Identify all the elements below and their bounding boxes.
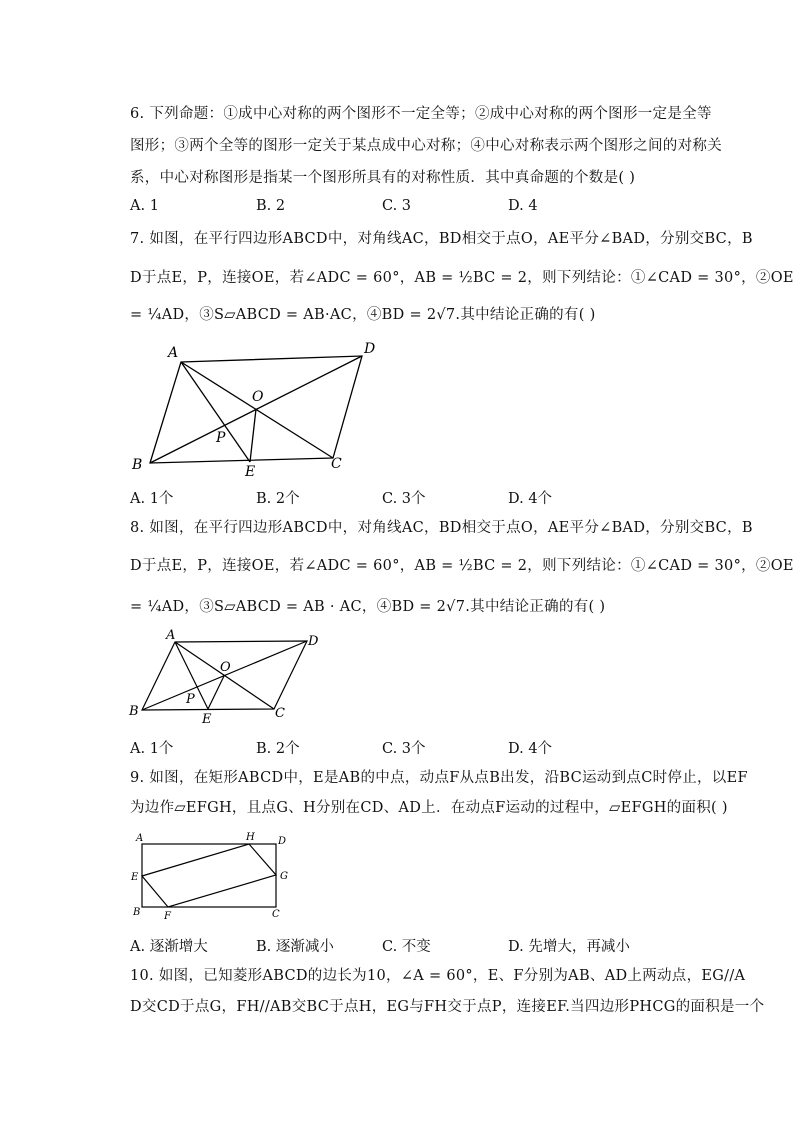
q7-diagonal-ac [181,362,333,458]
q7-label-e: E [245,464,256,478]
q9-option-a: A. 逐渐增大 [130,939,208,955]
q7-line-2: D于点E，P，连接OE，若∠ADC = 60°，AB = ½BC = 2，则下列结论：①∠CAD = 30°，②OE [130,270,794,286]
q9-options [130,935,700,955]
q7-segment-ae [181,362,250,462]
q6-option-b: B. 2 [256,198,286,214]
q7-line-1: 7. 如图，在平行四边形ABCD中，对角线AC，BD相交于点O，AE平分∠BAD，分别交BC，B [130,231,753,247]
q9-label-a: A [136,833,144,844]
q9-label-b: B [133,907,141,918]
q7-line-3: = ¼AD，③S▱ABCD = AB·AC，④BD = 2√7.其中结论正确的有( ) [130,307,596,323]
q7-option-d: D. 4个 [508,491,553,507]
q6-options [130,198,700,218]
q8-line-2: D于点E，P，连接OE，若∠ADC = 60°，AB = ½BC = 2，则下列结论：①∠CAD = 30°，②OE [130,558,794,574]
q9-label-f: F [164,911,171,922]
q9-label-h: H [246,832,255,843]
q8-figure [124,626,334,726]
q7-label-p: P [216,430,226,446]
q8-label-b: B [129,704,139,719]
q9-option-c: C. 不变 [382,939,431,955]
q8-label-e: E [202,712,212,726]
q9-label-c: C [272,909,280,920]
q7-option-a: A. 1个 [130,491,174,507]
q6-line-2: 图形；③两个全等的图形一定关于某点成中心对称；④中心对称表示两个图形之间的对称关 [130,138,722,154]
q6-option-d: D. 4 [508,198,538,214]
q8-diagonal-bd [142,641,307,710]
q9-figure [128,828,298,923]
q8-option-c: C. 3个 [382,741,426,757]
q9-line-1: 9. 如图，在矩形ABCD中，E是AB的中点，动点F从点B出发，沿BC运动到点C时停止，以EF [130,770,748,786]
q6-option-a: A. 1 [130,198,159,214]
q8-line-3: = ¼AD，③S▱ABCD = AB · AC，④BD = 2√7.其中结论正确的有( ) [130,599,606,615]
q9-rectangle [142,844,276,907]
q7-option-b: B. 2个 [256,491,300,507]
q10-line-2: D交CD于点G，FH//AB交BC于点H，EG与FH交于点P，连接EF.当四边形PHCG的面积是一个 [130,999,765,1015]
q8-label-a: A [166,628,176,643]
q9-label-e: E [131,872,139,883]
q6-line-1: 6. 下列命题：①成中心对称的两个图形不一定全等；②成中心对称的两个图形一定是全等 [130,106,712,122]
q8-label-c: C [275,706,285,721]
q9-line-2: 为边作▱EFGH，且点G、H分别在CD、AD上．在动点F运动的过程中，▱EFGH的面积( ) [130,800,728,816]
q8-line-1: 8. 如图，在平行四边形ABCD中，对角线AC，BD相交于点O，AE平分∠BAD，分别交BC，B [130,520,753,536]
q6-line-3: 系，中心对称图形是指某一个图形所具有的对称性质．其中真命题的个数是( ) [130,170,636,186]
q9-option-d: D. 先增大，再减小 [508,939,630,955]
q6-option-c: C. 3 [382,198,412,214]
q9-option-b: B. 逐渐减小 [256,939,334,955]
q9-label-g: G [280,871,288,882]
q8-option-b: B. 2个 [256,741,300,757]
q8-options [130,737,700,757]
q7-label-a: A [168,345,179,361]
q7-option-c: C. 3个 [382,491,426,507]
q9-parallelogram-efgh [142,844,276,907]
q7-options [130,487,700,507]
q7-segment-oe [250,409,256,462]
q7-label-d: D [364,341,376,357]
q7-figure [128,338,388,478]
q8-label-d: D [308,634,319,649]
q8-label-p: P [186,692,195,707]
q8-label-o: O [220,660,231,675]
q10-line-1: 10. 如图，已知菱形ABCD的边长为10，∠A = 60°，E、F分别为AB、AD上两动点，EG//A [130,968,746,984]
q9-label-d: D [278,836,287,847]
q7-label-b: B [132,457,143,473]
q7-label-o: O [252,389,264,405]
q8-option-d: D. 4个 [508,741,553,757]
q7-label-c: C [331,456,342,472]
q8-option-a: A. 1个 [130,741,174,757]
